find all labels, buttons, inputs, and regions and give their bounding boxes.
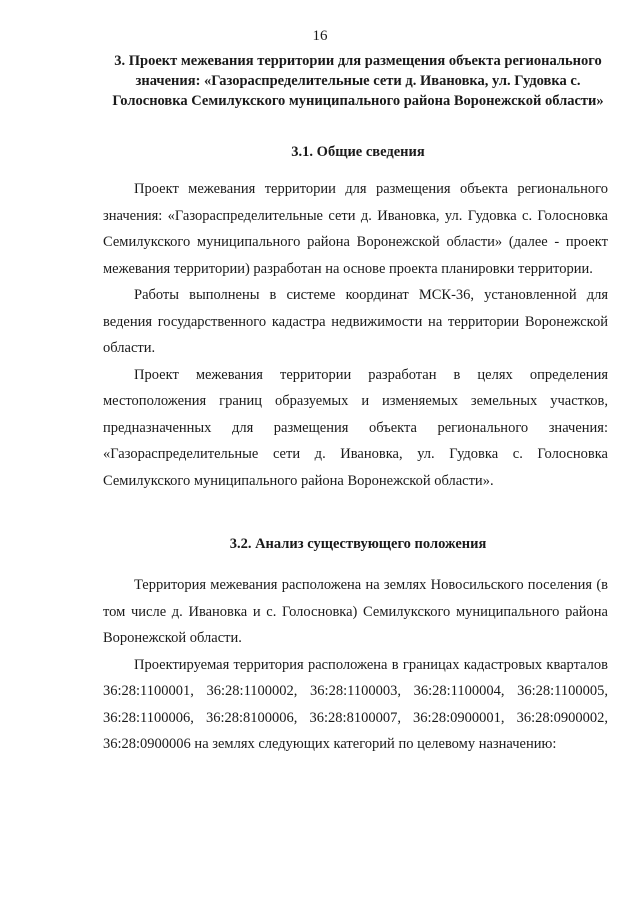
paragraph: Проект межевания территории разработан в целях определения местоположения границ образуемых и изменяемых земельных участков, предназначенных для размещения объекта регионального значения: «Газораспределительные сети д. Ивановка, ул. Гудовка с. Голосновка Семилукского муниципального района Воронежской области». xyxy=(103,366,608,489)
paragraph: Проект межевания территории для размещения объекта регионального значения: «Газораспределительные сети д. Ивановка, ул. Гудовка с. Голосновка Семилукского муниципального района Воронежской области» (далее - проект межевания территории) разработан на основе проекта планировки территории. xyxy=(103,181,608,277)
section-body-general-info xyxy=(103,176,608,494)
section-body-existing-situation xyxy=(103,572,608,758)
document-title: 3. Проект межевания территории для размещения объекта регионального значения: «Газораспределительные сети д. Ивановка, ул. Гудовка с. Голосновка Семилукского муниципального района Воронежской области» xyxy=(112,53,604,109)
page-number: 16 xyxy=(312,28,328,44)
section-heading-general-info: 3.1. Общие сведения xyxy=(291,144,425,160)
section-heading-existing-situation: 3.2. Анализ существующего положения xyxy=(229,536,487,552)
paragraph: Работы выполнены в системе координат МСК-36, установленной для ведения государственного кадастра недвижимости на территории Воронежской области. xyxy=(103,287,608,356)
paragraph: Территория межевания расположена на землях Новосильского поселения (в том числе д. Ивановка и с. Голосновка) Семилукского муниципального района Воронежской области. xyxy=(103,577,608,646)
paragraph: Проектируемая территория расположена в границах кадастровых кварталов 36:28:1100001, 36:28:1100002, 36:28:1100003, 36:28:1100004, 36:28:1100005, 36:28:1100006, 36:28:8100006, 36:28:8100007, 36:28:0900001, 36:28:0900002, 36:28:0900006 на землях следующих категорий по целевому назначению: xyxy=(103,656,608,752)
